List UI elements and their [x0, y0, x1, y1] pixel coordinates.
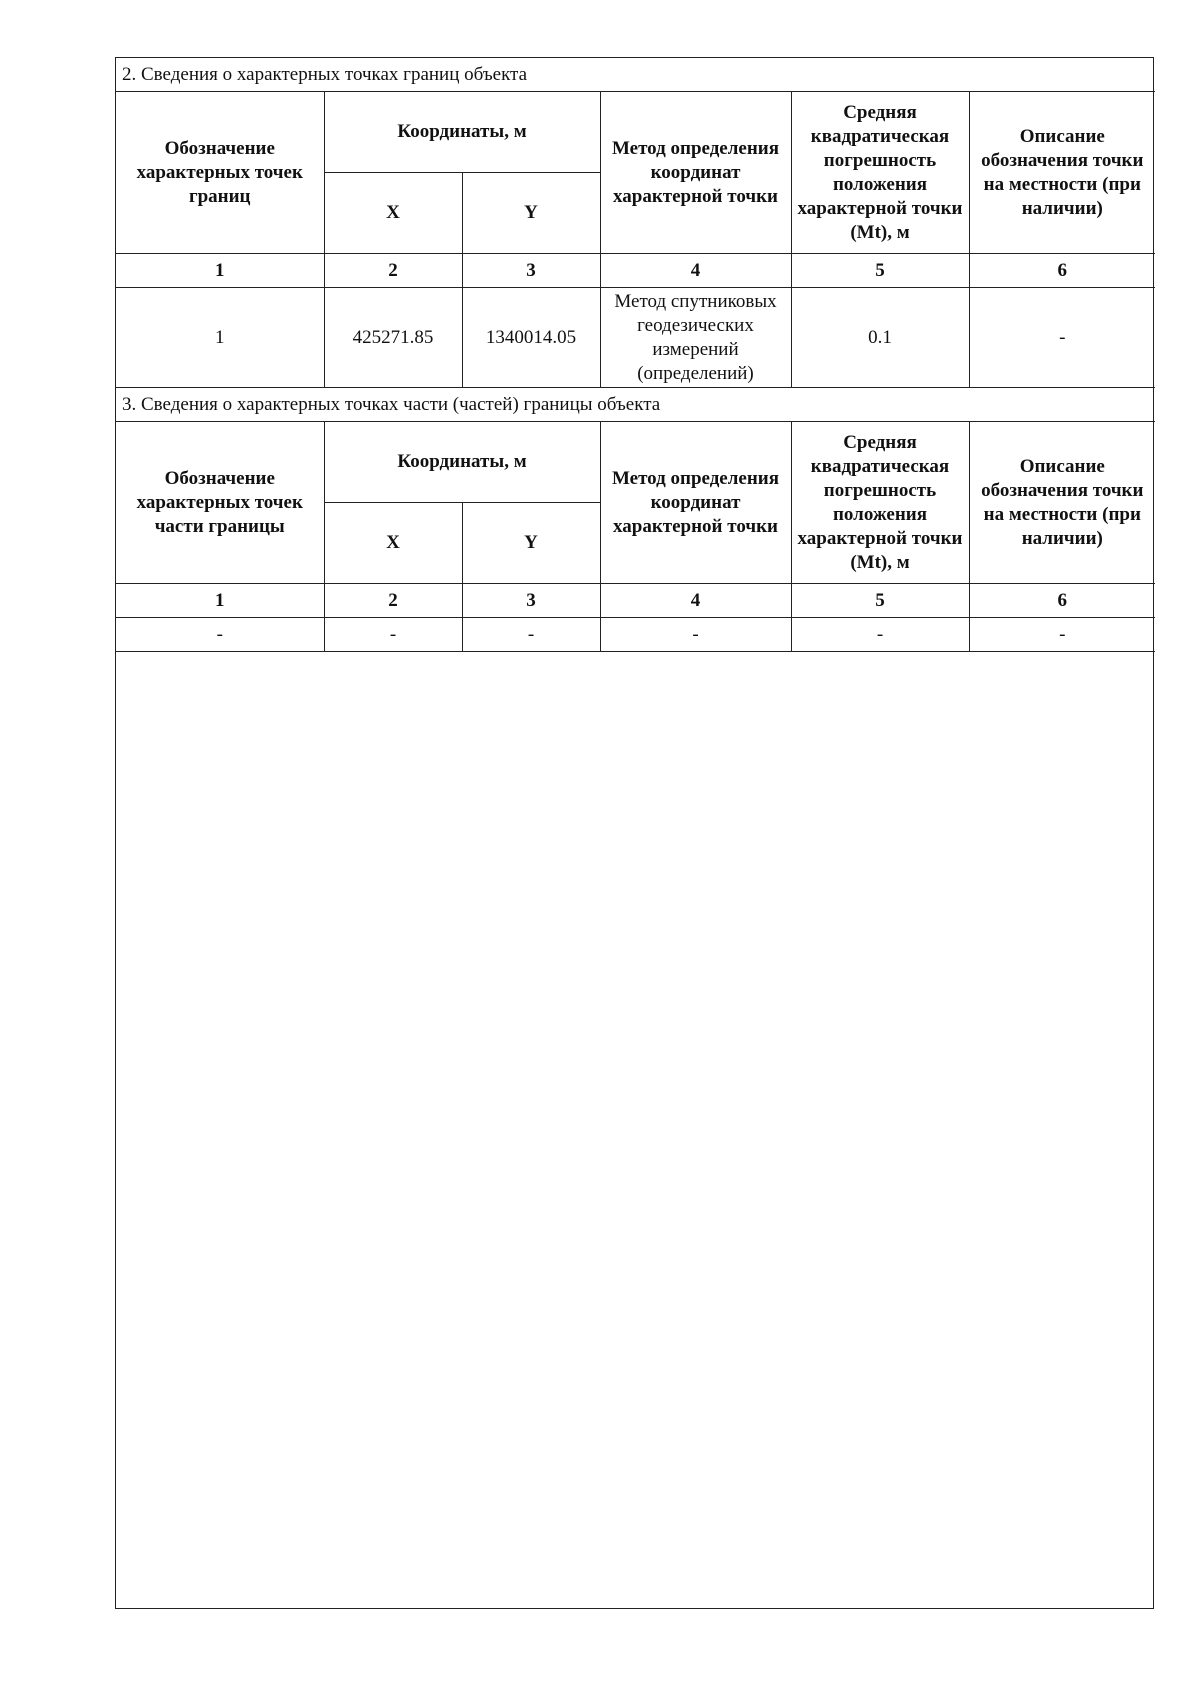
s2-cell-y: 1340014.05 [462, 288, 600, 388]
s3-header-coords: Координаты, м [324, 422, 600, 503]
boundary-points-table [116, 58, 1155, 652]
s3-header-designation: Обозначение характерных точек части границы [116, 422, 324, 584]
s3-column-number: 1 [116, 584, 324, 618]
s2-header-designation: Обозначение характерных точек границ [116, 92, 324, 254]
s3-cell-designation: - [116, 618, 324, 652]
s2-column-number: 2 [324, 254, 462, 288]
s3-column-number: 4 [600, 584, 791, 618]
s2-header-coords: Координаты, м [324, 92, 600, 173]
s2-column-number: 5 [791, 254, 969, 288]
s2-cell-error: 0.1 [791, 288, 969, 388]
table-row [116, 288, 1155, 388]
s3-cell-x: - [324, 618, 462, 652]
section-3-title: 3. Сведения о характерных точках части (частей) границы объекта [116, 388, 1155, 422]
s3-header-method: Метод определения координат характерной точки [600, 422, 791, 584]
s2-cell-method: Метод спутниковых геодезических измерений (определений) [600, 288, 791, 388]
s2-header-error: Средняя квадратическая погрешность положения характерной точки (Mt), м [791, 92, 969, 254]
s3-header-description: Описание обозначения точки на местности (при наличии) [969, 422, 1155, 584]
s3-cell-y: - [462, 618, 600, 652]
s2-cell-x: 425271.85 [324, 288, 462, 388]
s3-header-y: Y [462, 503, 600, 584]
s2-cell-description: - [969, 288, 1155, 388]
s3-header-x: X [324, 503, 462, 584]
s2-cell-designation: 1 [116, 288, 324, 388]
s3-cell-description: - [969, 618, 1155, 652]
s2-column-number: 1 [116, 254, 324, 288]
s3-column-number: 3 [462, 584, 600, 618]
s2-header-description: Описание обозначения точки на местности (при наличии) [969, 92, 1155, 254]
s3-column-number: 2 [324, 584, 462, 618]
s3-header-error: Средняя квадратическая погрешность положения характерной точки (Mt), м [791, 422, 969, 584]
s3-column-number: 5 [791, 584, 969, 618]
section-2-title: 2. Сведения о характерных точках границ объекта [116, 58, 1155, 92]
s2-header-y: Y [462, 173, 600, 254]
document-frame [115, 57, 1154, 1609]
s3-cell-error: - [791, 618, 969, 652]
s2-column-number: 3 [462, 254, 600, 288]
s3-column-number: 6 [969, 584, 1155, 618]
table-row [116, 618, 1155, 652]
s2-header-method: Метод определения координат характерной точки [600, 92, 791, 254]
s3-cell-method: - [600, 618, 791, 652]
s2-column-number: 4 [600, 254, 791, 288]
s2-header-x: X [324, 173, 462, 254]
s2-column-number: 6 [969, 254, 1155, 288]
